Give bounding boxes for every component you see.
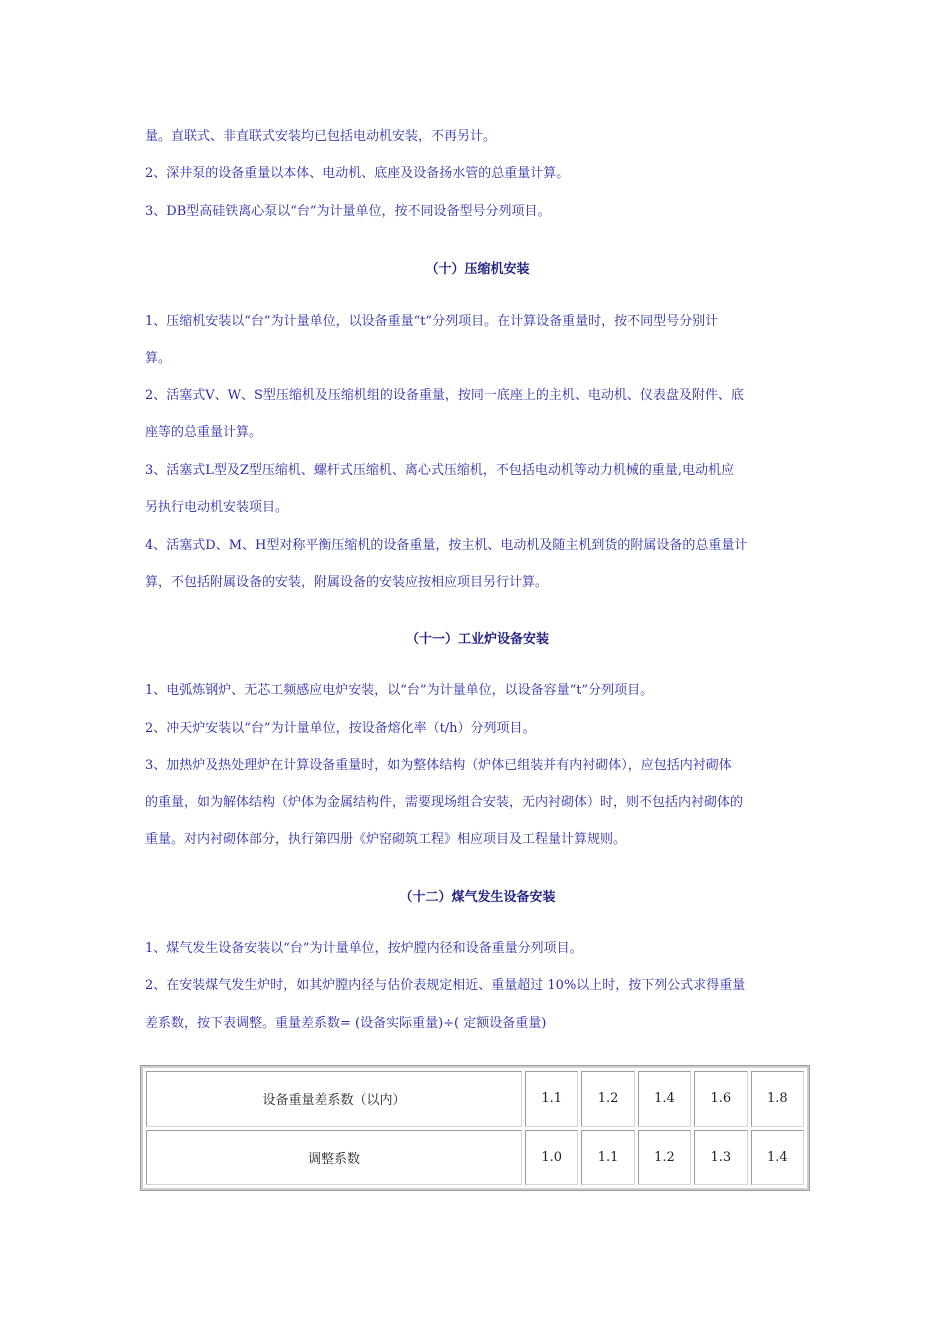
table-cell: 1.4 <box>751 1130 804 1186</box>
compressor-item-2-line-2: 座等的总重量计算。 <box>145 425 263 440</box>
row-label-adjustment: 调整系数 <box>146 1130 522 1186</box>
table-cell: 1.4 <box>638 1071 691 1127</box>
compressor-item-4-line-1: 4、活塞式D、M、H型对称平衡压缩机的设备重量，按主机、电动机及随主机到货的附属设备的总重量计 <box>145 538 748 553</box>
table-cell: 1.2 <box>638 1130 691 1186</box>
furnace-item-3-line-2: 的重量，如为解体结构（炉体为金属结构件，需要现场组合安装，无内衬砌体）时，则不包括内衬砌体的 <box>145 795 744 810</box>
weight-coefficient-table <box>141 1066 809 1190</box>
table-cell: 1.2 <box>581 1071 634 1127</box>
furnace-item-3-line-1: 3、加热炉及热处理炉在计算设备重量时，如为整体结构（炉体已组装并有内衬砌体），应包括内衬砌体 <box>145 758 732 773</box>
gas-generator-item-1: 1、煤气发生设备安装以“台”为计量单位，按炉膛内径和设备重量分列项目。 <box>145 941 583 956</box>
furnace-item-1: 1、电弧炼钢炉、无芯工频感应电炉安装，以“台”为计量单位，以设备容量“t”分列项目。 <box>145 683 654 698</box>
row-label-weight-difference: 设备重量差系数（以内） <box>146 1071 522 1127</box>
compressor-item-3-line-1: 3、活塞式L型及Z型压缩机、螺杆式压缩机、离心式压缩机，不包括电动机等动力机械的重量,电动机应 <box>145 463 735 478</box>
paragraph-db-pump: 3、DB型高硅铁离心泵以“台”为计量单位，按不同设备型号分列项目。 <box>145 204 551 219</box>
furnace-item-3-line-3: 重量。对内衬砌体部分，执行第四册《炉窑砌筑工程》相应项目及工程量计算规则。 <box>145 832 627 847</box>
table-row-adjustment <box>146 1130 804 1186</box>
paragraph-continuation: 量。直联式、非直联式安装均已包括电动机安装，不再另计。 <box>145 129 497 144</box>
table-cell: 1.1 <box>581 1130 634 1186</box>
section-title-industrial-furnace: （十一）工业炉设备安装 <box>405 632 549 647</box>
section-title-compressor: （十）压缩机安装 <box>425 262 530 277</box>
furnace-item-2: 2、冲天炉安装以“台”为计量单位，按设备熔化率（t/h）分列项目。 <box>145 721 536 736</box>
table-cell: 1.8 <box>751 1071 804 1127</box>
compressor-item-3-line-2: 另执行电动机安装项目。 <box>145 500 289 515</box>
compressor-item-1-line-1: 1、压缩机安装以“台”为计量单位，以设备重量“t”分列项目。在计算设备重量时，按不同型号分别计 <box>145 314 719 329</box>
gas-generator-item-2-line-2: 差系数，按下表调整。重量差系数= (设备实际重量)÷( 定额设备重量) <box>145 1016 547 1031</box>
table-cell: 1.0 <box>525 1130 578 1186</box>
compressor-item-4-line-2: 算，不包括附属设备的安装，附属设备的安装应按相应项目另行计算。 <box>145 575 549 590</box>
table-cell: 1.3 <box>694 1130 747 1186</box>
section-title-gas-generator: （十二）煤气发生设备安装 <box>399 890 556 905</box>
gas-generator-item-2-line-1: 2、在安装煤气发生炉时，如其炉膛内径与估价表规定相近、重量超过 10%以上时，按下列公式求得重量 <box>145 978 746 993</box>
table-row-weight-difference <box>146 1071 804 1127</box>
table-cell: 1.6 <box>694 1071 747 1127</box>
compressor-item-2-line-1: 2、活塞式V、W、S型压缩机及压缩机组的设备重量，按同一底座上的主机、电动机、仪表盘及附件、底 <box>145 388 744 403</box>
compressor-item-1-line-2: 算。 <box>145 351 172 366</box>
table-cell: 1.1 <box>525 1071 578 1127</box>
paragraph-deep-well-pump: 2、深井泵的设备重量以本体、电动机、底座及设备扬水管的总重量计算。 <box>145 166 570 181</box>
